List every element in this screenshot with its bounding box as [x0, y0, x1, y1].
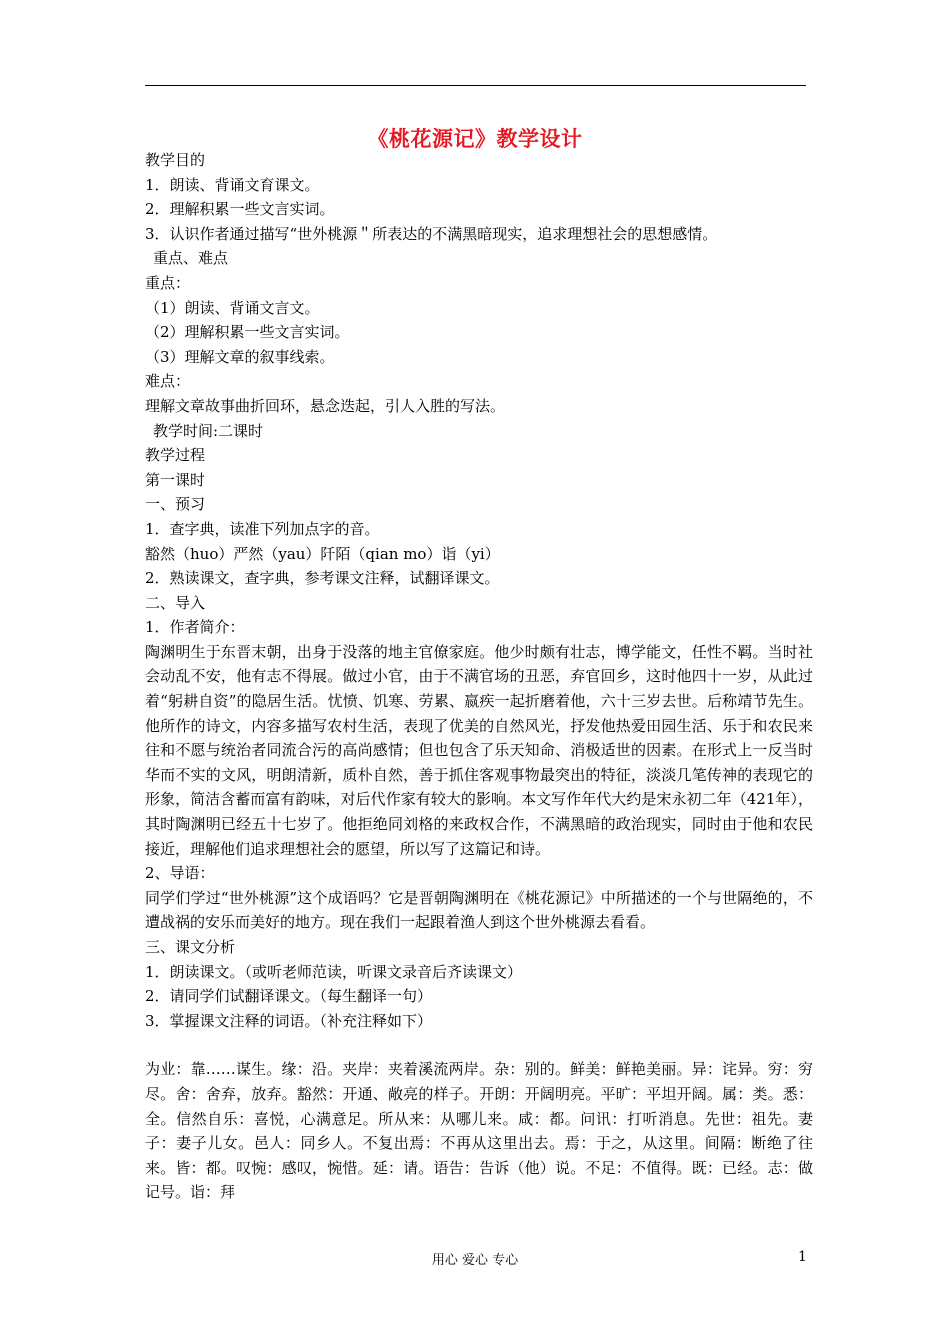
objective-item: 2．理解积累一些文言实词。: [145, 200, 335, 219]
intro-paragraph: 同学们学过“世外桃源”这个成语吗？它是晋朝陶渊明在《桃花源记》中所描述的一个与世隔绝的，不遭战祸的安乐而美好的地方。现在我们一起跟着渔人到这个世外桃源去看看。: [145, 888, 813, 932]
step-item: 2、导语：: [145, 864, 215, 883]
footer-motto: 用心 爱心 专心: [431, 1253, 519, 1268]
document-body: [145, 148, 813, 1205]
step-item: 1．朗读课文。（或听老师范读，听课文录音后齐读课文）: [145, 962, 523, 981]
subsection-heading: 重点：: [145, 273, 191, 292]
step-heading: 三、课文分析: [145, 938, 236, 956]
objective-item: 3．认识作者通过描写“世外桃源＂所表达的不满黑暗现实，追求理想社会的思想感情。: [145, 224, 718, 243]
glossary-paragraph: 为业：靠……谋生。缘：沿。夹岸：夹着溪流两岸。杂：别的。鲜美：鲜艳美丽。异：诧异。穷：穷尽。舍：舍弃，放弃。豁然：开通、敞亮的样子。开朗：开阔明亮。平旷：平坦开阔。属：类。悉：全。信然自乐：喜悦，心满意足。所从来：从哪儿来。咸：都。问讯：打听消息。先世：祖先。妻子：妻子儿女。邑人：同乡人。不复出焉：不再从这里出去。焉：于之，从这里。间隔：断绝了往来。皆：都。叹惋：感叹，惋惜。延：请。语告：告诉（他）说。不足：不值得。既：已经。志：做记号。诣：拜: [145, 1060, 813, 1202]
step-item: 2．熟读课文，查字典，参考课文注释，试翻译课文。: [145, 569, 500, 588]
document-title: 《桃花源记》教学设计: [367, 126, 583, 151]
subsection-heading: 难点：: [145, 372, 191, 391]
step-heading: 二、导入: [145, 593, 206, 612]
pronunciation-line: 豁然（huo）严然（yau）阡陌（qian mo）诣（yi）: [145, 544, 500, 563]
blank-line: [145, 1033, 813, 1057]
teaching-time: 教学时间:二课时: [153, 421, 264, 440]
step-item: 3．掌握课文注释的词语。（补充注释如下）: [145, 1011, 433, 1030]
step-heading: 一、预习: [145, 495, 206, 514]
difficulty-text: 理解文章故事曲折回环，悬念迭起，引人入胜的写法。: [145, 396, 506, 415]
author-bio-paragraph: 陶渊明生于东晋末朝，出身于没落的地主官僚家庭。他少时颇有壮志，博学能文，任性不羁。当时社会动乱不安，他有志不得展。做过小官，由于不满官场的丑恶，弃官回乡，这时他四十一岁，从此过着“躬耕自资”的隐居生活。忧愤、饥寒、劳累、嬴疾一起折磨着他，六十三岁去世。后称靖节先生。他所作的诗文，内容多描写农村生活，表现了优美的自然风光，抒发他热爱田园生活、乐于和农民来往和不愿与统治者同流合污的高尚感情；但也包含了乐天知命、消极适世的因素。在形式上一反当时华而不实的文风，明朗清新，质朴自然，善于抓住客观事物最突出的特征，淡淡几笔传神的表现它的形象，简洁含蓄而富有韵味，对后代作家有较大的影响。本文写作年代大约是宋永初二年（421年），其时陶渊明已经五十七岁了。他拒绝同刘格的来政权合作，不满黑暗的政治现实，同时由于他和农民接近，理解他们追求理想社会的愿望，所以写了这篇记和诗。: [145, 642, 813, 858]
step-item: 1．查字典，读准下列加点字的音。: [145, 519, 380, 538]
key-point-item: （3）理解文章的叙事线索。: [145, 347, 335, 366]
section-heading: 教学过程: [145, 446, 206, 465]
header-rule: [145, 85, 806, 86]
step-item: 1．作者简介：: [145, 618, 245, 637]
lesson-heading: 第一课时: [145, 470, 206, 489]
step-item: 2．请同学们试翻译课文。（每生翻译一句）: [145, 987, 433, 1006]
page-number: 1: [798, 1249, 807, 1265]
key-point-item: （2）理解积累一些文言实词。: [145, 323, 350, 342]
section-heading: 教学目的: [145, 151, 206, 169]
key-point-item: （1）朗读、背诵文言文。: [145, 298, 320, 317]
objective-item: 1．朗读、背诵文育课文。: [145, 175, 320, 194]
section-heading: 重点、难点: [153, 249, 229, 268]
